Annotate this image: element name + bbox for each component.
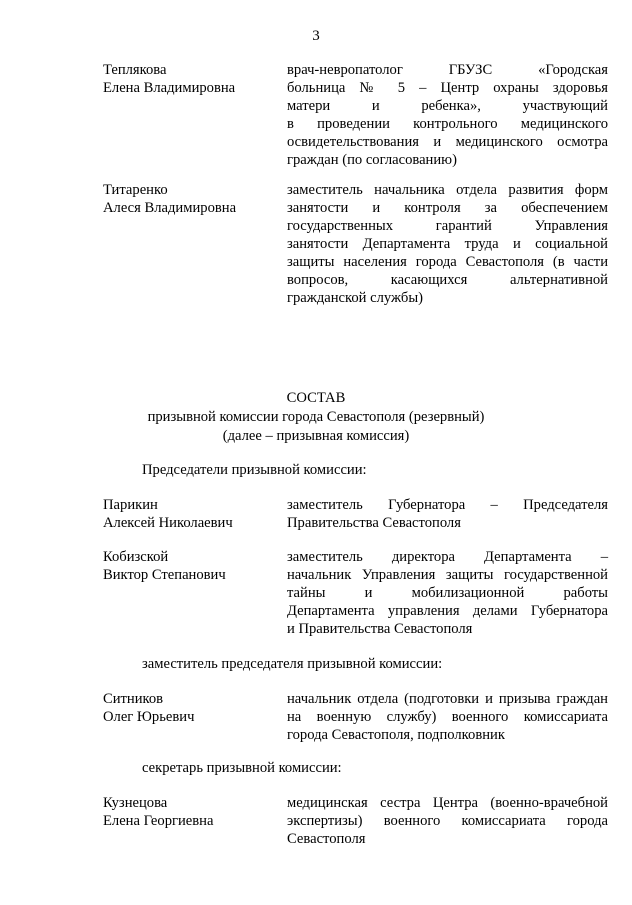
position-line: тайны и мобилизационной работы <box>287 585 608 601</box>
position-line: и Правительства Севастополя <box>287 621 473 637</box>
member-given-names: Алексей Николаевич <box>103 515 233 531</box>
member-position <box>287 690 608 744</box>
position-line: Севастополя <box>287 831 366 847</box>
position-line: Департамента управления делами Губернатора <box>287 603 608 619</box>
position-line: больница № 5 – Центр охраны здоровья <box>287 80 608 96</box>
position-line: государственных гарантий Управления <box>287 218 608 234</box>
position-line: занятости и контроля за обеспечением <box>287 200 608 216</box>
position-line: заместитель директора Департамента – <box>287 549 608 565</box>
position-line: граждан (по согласованию) <box>287 152 457 168</box>
member-name <box>103 690 283 726</box>
member-position <box>287 61 608 169</box>
member-surname: Ситников <box>103 691 164 707</box>
position-line: занятости Департамента труда и социальной <box>287 236 608 252</box>
position-line: медицинская сестра Центра (военно-врачебной <box>287 795 608 811</box>
position-line: врач-невропатолог ГБУЗС «Городская <box>287 62 608 78</box>
member-given-names: Елена Георгиевна <box>103 813 214 829</box>
section-secretary-heading: секретарь призывной комиссии: <box>142 760 342 776</box>
member-given-names: Елена Владимировна <box>103 80 236 96</box>
position-line: начальник Управления защиты государственной <box>287 567 608 583</box>
member-name <box>103 61 283 97</box>
composition-subtitle-note: (далее – призывная комиссия) <box>222 428 410 444</box>
position-line: освидетельствования и медицинского осмотра <box>287 134 608 150</box>
member-position <box>287 548 608 638</box>
member-surname: Титаренко <box>103 182 168 198</box>
composition-subtitle: призывной комиссии города Севастополя (резервный) <box>147 409 485 425</box>
position-line: Правительства Севастополя <box>287 515 461 531</box>
member-position <box>287 794 608 848</box>
member-given-names: Олег Юрьевич <box>103 709 195 725</box>
position-line: матери и ребенка», участвующий <box>287 98 608 114</box>
position-line: на военную службу) военного комиссариата <box>287 709 608 725</box>
member-name <box>103 548 283 584</box>
position-line: гражданской службы) <box>287 290 423 306</box>
position-line: вопросов, касающихся альтернативной <box>287 272 608 288</box>
member-surname: Кузнецова <box>103 795 168 811</box>
member-name <box>103 181 283 217</box>
member-surname: Теплякова <box>103 62 167 78</box>
member-position <box>287 496 608 532</box>
section-deputy-heading: заместитель председателя призывной комиссии: <box>142 656 443 672</box>
position-line: заместитель начальника отдела развития форм <box>287 182 608 198</box>
member-given-names: Виктор Степанович <box>103 567 226 583</box>
position-line: заместитель Губернатора – Председателя <box>287 497 608 513</box>
member-surname: Кобизской <box>103 549 169 565</box>
member-name <box>103 496 283 532</box>
member-surname: Парикин <box>103 497 158 513</box>
member-name <box>103 794 283 830</box>
member-given-names: Алеся Владимировна <box>103 200 237 216</box>
member-position <box>287 181 608 307</box>
position-line: экспертизы) военного комиссариата города <box>287 813 608 829</box>
position-line: защиты населения города Севастополя (в части <box>287 254 608 270</box>
position-line: в проведении контрольного медицинского <box>287 116 608 132</box>
position-line: города Севастополя, подполковник <box>287 727 505 743</box>
composition-title: СОСТАВ <box>286 390 346 406</box>
page-number: 3 <box>312 28 320 44</box>
section-chairs-heading: Председатели призывной комиссии: <box>142 462 367 478</box>
position-line: начальник отдела (подготовки и призыва граждан <box>287 691 608 707</box>
